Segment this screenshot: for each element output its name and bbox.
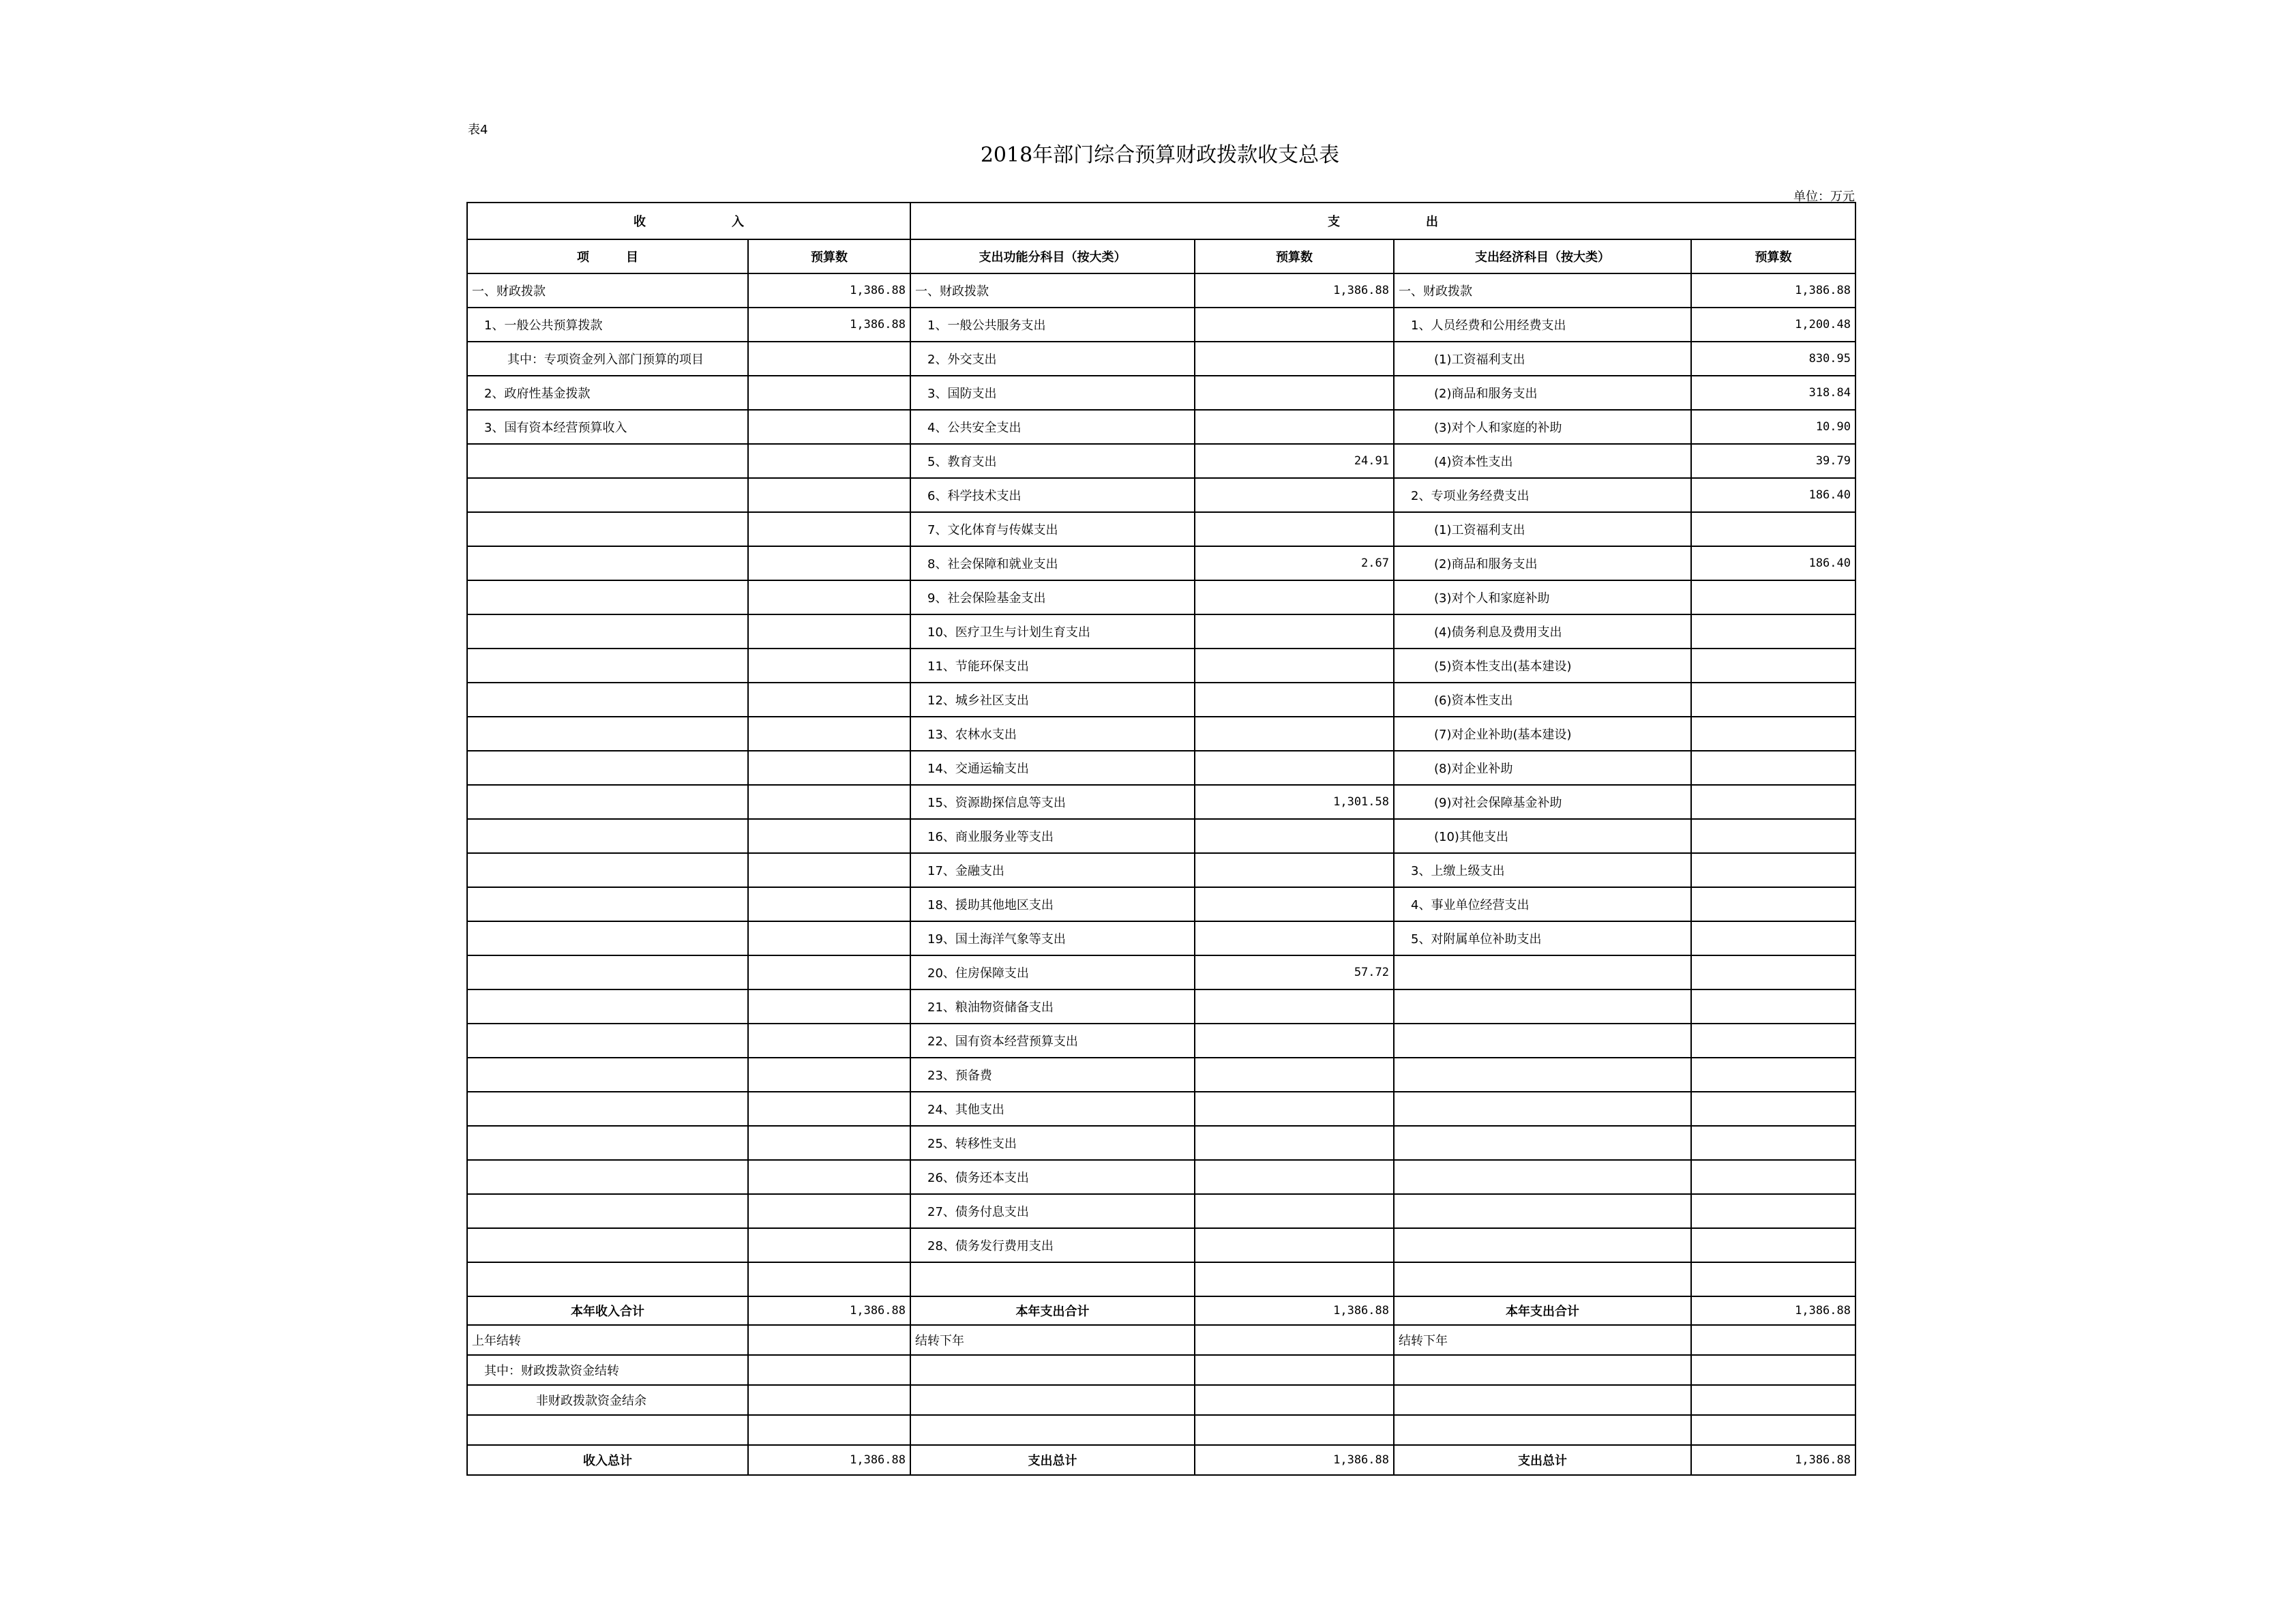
table-row — [467, 342, 1855, 376]
income-amount — [748, 819, 910, 853]
income-item — [467, 751, 748, 785]
func-item: 11、节能环保支出 — [910, 649, 1195, 683]
income-amount — [748, 887, 910, 921]
econ-amount — [1691, 1024, 1855, 1058]
func-amount — [1195, 410, 1394, 444]
econ-amount — [1691, 1126, 1855, 1160]
func-amount — [1195, 649, 1394, 683]
income-amount — [748, 683, 910, 717]
econ-item: 4、事业单位经营支出 — [1394, 887, 1691, 921]
econ-item: (7)对企业补助(基本建设) — [1394, 717, 1691, 751]
func-amount — [1195, 1058, 1394, 1092]
func-item: 6、科学技术支出 — [910, 478, 1195, 512]
econ-amount — [1691, 1058, 1855, 1092]
income-amount — [748, 853, 910, 887]
income-item — [467, 512, 748, 546]
econ-amount — [1691, 1194, 1855, 1228]
income-amount — [748, 989, 910, 1024]
income-amount — [748, 478, 910, 512]
income-amount — [748, 410, 910, 444]
income-item — [467, 785, 748, 819]
carry-func-amount — [1195, 1385, 1394, 1415]
income-amount: 1,386.88 — [748, 308, 910, 342]
income-item — [467, 1262, 748, 1296]
econ-amount — [1691, 989, 1855, 1024]
income-item — [467, 921, 748, 955]
income-section-header: 收 入 — [467, 203, 910, 239]
econ-item: (5)资本性支出(基本建设) — [1394, 649, 1691, 683]
func-amount — [1195, 580, 1394, 614]
func-amount: 1,386.88 — [1195, 273, 1394, 308]
func-amount — [1195, 751, 1394, 785]
func-item: 23、预备费 — [910, 1058, 1195, 1092]
table-row — [467, 580, 1855, 614]
func-amount — [1195, 614, 1394, 649]
carry-econ-amount — [1691, 1325, 1855, 1355]
func-amount — [1195, 1024, 1394, 1058]
income-item — [467, 819, 748, 853]
func-item: 10、医疗卫生与计划生育支出 — [910, 614, 1195, 649]
econ-item — [1394, 1092, 1691, 1126]
item-header: 项 目 — [467, 239, 748, 273]
econ-amount: 1,386.88 — [1691, 273, 1855, 308]
expense-section-header: 支 出 — [910, 203, 1855, 239]
func-amount — [1195, 512, 1394, 546]
econ-item — [1394, 955, 1691, 989]
func-amount — [1195, 887, 1394, 921]
econ-total-amount: 1,386.88 — [1691, 1445, 1855, 1475]
econ-item: (2)商品和服务支出 — [1394, 376, 1691, 410]
econ-amount — [1691, 614, 1855, 649]
func-item: 27、债务付息支出 — [910, 1194, 1195, 1228]
carry-income-amount — [748, 1355, 910, 1385]
func-item: 9、社会保险基金支出 — [910, 580, 1195, 614]
income-item — [467, 1194, 748, 1228]
table-row — [467, 921, 1855, 955]
carry-row — [467, 1415, 1855, 1445]
econ-amount — [1691, 683, 1855, 717]
func-item: 16、商业服务业等支出 — [910, 819, 1195, 853]
econ-amount — [1691, 921, 1855, 955]
func-amount — [1195, 342, 1394, 376]
income-item: 其中：专项资金列入部门预算的项目 — [467, 342, 748, 376]
func-item: 15、资源勘探信息等支出 — [910, 785, 1195, 819]
income-item — [467, 683, 748, 717]
econ-amount — [1691, 580, 1855, 614]
func-amount: 2.67 — [1195, 546, 1394, 580]
econ-amount — [1691, 955, 1855, 989]
income-amount — [748, 1126, 910, 1160]
func-subtotal-amount: 1,386.88 — [1195, 1296, 1394, 1325]
econ-amount — [1691, 1262, 1855, 1296]
econ-item: (6)资本性支出 — [1394, 683, 1691, 717]
econ-amount: 39.79 — [1691, 444, 1855, 478]
econ-class-header: 支出经济科目（按大类） — [1394, 239, 1691, 273]
econ-item: 3、上缴上级支出 — [1394, 853, 1691, 887]
income-amount — [748, 444, 910, 478]
income-amount — [748, 1160, 910, 1194]
carry-income-item: 其中：财政拨款资金结转 — [467, 1355, 748, 1385]
func-item: 18、援助其他地区支出 — [910, 887, 1195, 921]
econ-item — [1394, 1262, 1691, 1296]
income-item — [467, 1160, 748, 1194]
income-item: 2、政府性基金拨款 — [467, 376, 748, 410]
func-item — [910, 1262, 1195, 1296]
table-row — [467, 853, 1855, 887]
econ-total-label: 支出总计 — [1394, 1445, 1691, 1475]
econ-item: (9)对社会保障基金补助 — [1394, 785, 1691, 819]
func-subtotal-label: 本年支出合计 — [910, 1296, 1195, 1325]
income-subtotal-amount: 1,386.88 — [748, 1296, 910, 1325]
income-amount — [748, 1262, 910, 1296]
func-item: 8、社会保障和就业支出 — [910, 546, 1195, 580]
func-total-label: 支出总计 — [910, 1445, 1195, 1475]
econ-budget-header: 预算数 — [1691, 239, 1855, 273]
func-total-amount: 1,386.88 — [1195, 1445, 1394, 1475]
econ-item — [1394, 989, 1691, 1024]
func-item: 7、文化体育与传媒支出 — [910, 512, 1195, 546]
carry-func-amount — [1195, 1355, 1394, 1385]
income-total-label: 收入总计 — [467, 1445, 748, 1475]
income-item — [467, 478, 748, 512]
table-row — [467, 1126, 1855, 1160]
income-total-amount: 1,386.88 — [748, 1445, 910, 1475]
table-row — [467, 887, 1855, 921]
income-item — [467, 1024, 748, 1058]
func-item: 28、债务发行费用支出 — [910, 1228, 1195, 1262]
table-row — [467, 683, 1855, 717]
income-amount — [748, 1058, 910, 1092]
econ-amount: 186.40 — [1691, 478, 1855, 512]
carry-econ-amount — [1691, 1415, 1855, 1445]
table-row — [467, 546, 1855, 580]
table-row — [467, 478, 1855, 512]
table-row — [467, 1160, 1855, 1194]
econ-amount: 318.84 — [1691, 376, 1855, 410]
econ-amount — [1691, 1092, 1855, 1126]
func-amount: 57.72 — [1195, 955, 1394, 989]
income-item: 一、财政拨款 — [467, 273, 748, 308]
income-item — [467, 887, 748, 921]
table-row — [467, 717, 1855, 751]
income-budget-header: 预算数 — [748, 239, 910, 273]
carry-income-item — [467, 1415, 748, 1445]
econ-amount: 186.40 — [1691, 546, 1855, 580]
income-amount — [748, 1228, 910, 1262]
income-item — [467, 853, 748, 887]
carry-income-amount — [748, 1385, 910, 1415]
income-item — [467, 989, 748, 1024]
func-amount — [1195, 308, 1394, 342]
econ-amount — [1691, 649, 1855, 683]
func-amount — [1195, 683, 1394, 717]
income-item — [467, 1126, 748, 1160]
carry-income-amount — [748, 1325, 910, 1355]
carry-econ-item — [1394, 1385, 1691, 1415]
func-item: 25、转移性支出 — [910, 1126, 1195, 1160]
income-amount — [748, 1024, 910, 1058]
carry-row — [467, 1385, 1855, 1415]
econ-amount — [1691, 512, 1855, 546]
unit-label: 单位：万元 — [1793, 190, 1855, 204]
func-amount: 24.91 — [1195, 444, 1394, 478]
carry-income-amount — [748, 1415, 910, 1445]
econ-amount — [1691, 819, 1855, 853]
econ-item: (8)对企业补助 — [1394, 751, 1691, 785]
econ-amount — [1691, 1228, 1855, 1262]
table-row — [467, 444, 1855, 478]
table-row — [467, 989, 1855, 1024]
income-amount — [748, 1092, 910, 1126]
econ-item: (3)对个人和家庭补助 — [1394, 580, 1691, 614]
page-title: 2018年部门综合预算财政拨款收支总表 — [980, 143, 1340, 167]
econ-item — [1394, 1058, 1691, 1092]
income-item — [467, 546, 748, 580]
econ-item — [1394, 1126, 1691, 1160]
econ-item: (1)工资福利支出 — [1394, 512, 1691, 546]
func-item: 24、其他支出 — [910, 1092, 1195, 1126]
func-amount — [1195, 1160, 1394, 1194]
carry-econ-amount — [1691, 1355, 1855, 1385]
func-item: 一、财政拨款 — [910, 273, 1195, 308]
func-amount — [1195, 1092, 1394, 1126]
income-subtotal-label: 本年收入合计 — [467, 1296, 748, 1325]
func-item: 2、外交支出 — [910, 342, 1195, 376]
table-row — [467, 1024, 1855, 1058]
carry-func-item — [910, 1415, 1195, 1445]
econ-item: 2、专项业务经费支出 — [1394, 478, 1691, 512]
grand-total-row — [467, 1445, 1855, 1475]
table-row — [467, 1262, 1855, 1296]
income-item — [467, 717, 748, 751]
econ-item: (4)债务利息及费用支出 — [1394, 614, 1691, 649]
income-item — [467, 955, 748, 989]
income-amount — [748, 614, 910, 649]
table-row — [467, 785, 1855, 819]
table-row — [467, 955, 1855, 989]
income-item: 1、一般公共预算拨款 — [467, 308, 748, 342]
econ-item — [1394, 1228, 1691, 1262]
table-row — [467, 1194, 1855, 1228]
econ-item: 1、人员经费和公用经费支出 — [1394, 308, 1691, 342]
func-amount — [1195, 376, 1394, 410]
econ-item: 5、对附属单位补助支出 — [1394, 921, 1691, 955]
carry-income-item: 非财政拨款资金结余 — [467, 1385, 748, 1415]
table-row — [467, 751, 1855, 785]
table-row — [467, 819, 1855, 853]
subtotal-row — [467, 1296, 1855, 1325]
carry-econ-item — [1394, 1415, 1691, 1445]
income-amount — [748, 955, 910, 989]
econ-item: (4)资本性支出 — [1394, 444, 1691, 478]
func-amount — [1195, 1126, 1394, 1160]
table-row — [467, 1058, 1855, 1092]
func-item: 20、住房保障支出 — [910, 955, 1195, 989]
func-item: 1、一般公共服务支出 — [910, 308, 1195, 342]
econ-amount — [1691, 1160, 1855, 1194]
func-item: 12、城乡社区支出 — [910, 683, 1195, 717]
income-item — [467, 580, 748, 614]
func-amount — [1195, 1228, 1394, 1262]
carry-income-item: 上年结转 — [467, 1325, 748, 1355]
econ-amount: 830.95 — [1691, 342, 1855, 376]
income-item — [467, 1058, 748, 1092]
column-header-row — [467, 239, 1855, 273]
table-row — [467, 273, 1855, 308]
func-item: 5、教育支出 — [910, 444, 1195, 478]
income-amount — [748, 580, 910, 614]
income-amount — [748, 1194, 910, 1228]
table-row — [467, 614, 1855, 649]
econ-subtotal-label: 本年支出合计 — [1394, 1296, 1691, 1325]
income-item — [467, 1228, 748, 1262]
carry-econ-amount — [1691, 1385, 1855, 1415]
income-amount — [748, 512, 910, 546]
table-label: 表4 — [468, 123, 488, 137]
econ-amount — [1691, 717, 1855, 751]
table-row — [467, 649, 1855, 683]
func-item: 19、国土海洋气象等支出 — [910, 921, 1195, 955]
econ-item — [1394, 1024, 1691, 1058]
econ-item: (10)其他支出 — [1394, 819, 1691, 853]
func-item: 3、国防支出 — [910, 376, 1195, 410]
income-amount — [748, 921, 910, 955]
income-amount — [748, 751, 910, 785]
econ-amount — [1691, 853, 1855, 887]
econ-item: 一、财政拨款 — [1394, 273, 1691, 308]
income-amount: 1,386.88 — [748, 273, 910, 308]
carry-func-item: 结转下年 — [910, 1325, 1195, 1355]
func-item: 22、国有资本经营预算支出 — [910, 1024, 1195, 1058]
econ-item: (2)商品和服务支出 — [1394, 546, 1691, 580]
func-amount — [1195, 989, 1394, 1024]
income-amount — [748, 717, 910, 751]
carry-row — [467, 1355, 1855, 1385]
table-row — [467, 410, 1855, 444]
table-row — [467, 1092, 1855, 1126]
income-item — [467, 649, 748, 683]
table-row — [467, 376, 1855, 410]
func-amount — [1195, 1194, 1394, 1228]
econ-amount — [1691, 785, 1855, 819]
income-item — [467, 614, 748, 649]
income-amount — [748, 546, 910, 580]
income-item — [467, 1092, 748, 1126]
carry-econ-item — [1394, 1355, 1691, 1385]
income-item — [467, 444, 748, 478]
func-amount — [1195, 921, 1394, 955]
econ-amount — [1691, 751, 1855, 785]
carry-func-amount — [1195, 1325, 1394, 1355]
carry-econ-item: 结转下年 — [1394, 1325, 1691, 1355]
func-amount: 1,301.58 — [1195, 785, 1394, 819]
econ-amount: 10.90 — [1691, 410, 1855, 444]
func-item: 21、粮油物资储备支出 — [910, 989, 1195, 1024]
econ-item — [1394, 1194, 1691, 1228]
budget-table — [466, 202, 1856, 1476]
func-item: 14、交通运输支出 — [910, 751, 1195, 785]
func-item: 4、公共安全支出 — [910, 410, 1195, 444]
econ-item: (3)对个人和家庭的补助 — [1394, 410, 1691, 444]
func-class-header: 支出功能分科目（按大类） — [910, 239, 1195, 273]
func-amount — [1195, 819, 1394, 853]
carry-func-amount — [1195, 1415, 1394, 1445]
econ-item — [1394, 1160, 1691, 1194]
carry-func-item — [910, 1385, 1195, 1415]
income-amount — [748, 342, 910, 376]
income-amount — [748, 376, 910, 410]
func-amount — [1195, 478, 1394, 512]
econ-item: (1)工资福利支出 — [1394, 342, 1691, 376]
income-item: 3、国有资本经营预算收入 — [467, 410, 748, 444]
func-item: 17、金融支出 — [910, 853, 1195, 887]
econ-subtotal-amount: 1,386.88 — [1691, 1296, 1855, 1325]
func-amount — [1195, 717, 1394, 751]
carry-func-item — [910, 1355, 1195, 1385]
func-amount — [1195, 1262, 1394, 1296]
econ-amount: 1,200.48 — [1691, 308, 1855, 342]
func-budget-header: 预算数 — [1195, 239, 1394, 273]
econ-amount — [1691, 887, 1855, 921]
section-header-row — [467, 203, 1855, 239]
func-amount — [1195, 853, 1394, 887]
income-amount — [748, 785, 910, 819]
func-item: 13、农林水支出 — [910, 717, 1195, 751]
table-row — [467, 1228, 1855, 1262]
income-amount — [748, 649, 910, 683]
func-item: 26、债务还本支出 — [910, 1160, 1195, 1194]
carry-row — [467, 1325, 1855, 1355]
table-row — [467, 512, 1855, 546]
table-row — [467, 308, 1855, 342]
